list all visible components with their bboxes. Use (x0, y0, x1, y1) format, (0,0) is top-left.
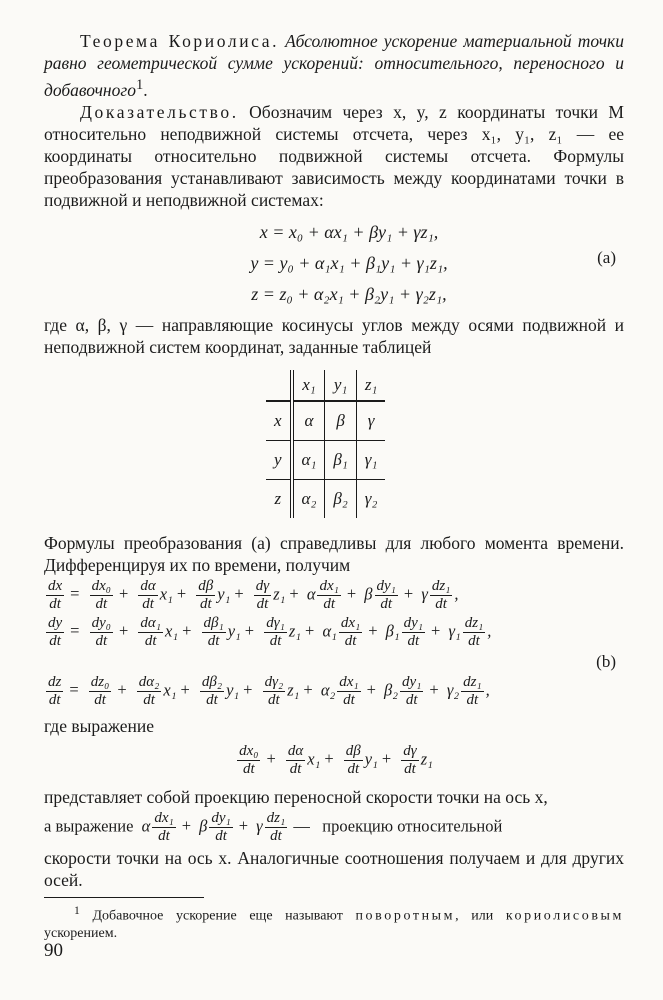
conclusion-line2: а выражение α $\frac{\text{dx₁}}{dt}$ + β $\frac{\text{dy₁}}{dt}$ + γ $\frac{\text{dz₁}}{dt}$ — проекцию относительной (44, 809, 503, 844)
formula-a-row-x: x = x₀ + αx₁ + βy₁ + γz₁, (259, 221, 439, 242)
formula-a-row-z: z = z₀ + α₂x₁ + β₂y₁ + γ₂z₁, (251, 283, 447, 304)
footnote-ref: 1 (135, 77, 144, 93)
formula-b-label: (b) (596, 651, 616, 671)
formula-a (44, 217, 624, 310)
theorem-title: Теорема Кориолиса. (80, 31, 280, 51)
conclusion-line1: представляет собой проекцию переносной скорости точки на ось x, (44, 786, 548, 807)
formula-b-eq2: $\frac{dy}{dt}$ = $\frac{\text{dy₀}}{dt}$ + $\frac{\text{dα₁}}{dt}$ x₁ + $\frac{\text{dβ₁}}{dt}$ y₁ + $\frac{\text{dγ₁}}{dt}$ z₁ + α₁ $\frac{\text{dx₁}}{dt}$ + β₁ $\frac{\text{dy₁}}{dt}$ + γ₁ $\frac{\text{dz₁}}{dt}$ , (48, 614, 492, 649)
table-cell: β (325, 401, 356, 441)
table-cell: α₁ (292, 440, 325, 479)
formula-b-eq1: $\frac{dx}{dt}$ = $\frac{\text{dx₀}}{dt}$ + $\frac{d\alpha}{dt}$ x₁ + $\frac{d\beta}{dt}$ y₁ + $\frac{d\gamma}{dt}$ z₁ + α $\frac{\text{dx₁}}{dt}$ + β $\frac{\text{dy₁}}{dt}$ + γ $\frac{\text{dz₁}}{dt}$ , (48, 577, 459, 612)
table-cell: γ₁ (356, 440, 385, 479)
table-cell: β₁ (325, 440, 356, 479)
formula-a-label: (a) (597, 247, 616, 267)
table-header-cell: x₁ (292, 370, 325, 401)
table-cell: α₂ (292, 479, 325, 518)
page-number: 90 (44, 940, 63, 961)
direction-cosines-table (266, 370, 385, 518)
footnote-divider (44, 897, 204, 898)
table-row (266, 440, 385, 479)
where-expression: где выражение (44, 715, 155, 736)
table-header-cell: y₁ (325, 370, 356, 401)
proof-title: Доказательство. (80, 101, 239, 122)
table-intro: где α, β, γ — направляющие косинусы углов между осями подвижной и неподвижной систем координат, заданные таблицей (44, 314, 624, 357)
conclusion-line3: скорости точки на ось x. Аналогичные соотношения получаем и для других осей. (44, 847, 624, 890)
theorem-paragraph: Теорема Кориолиса. Абсолютное ускорение материальной точки равно геометрической сумме ускорений: относительного, переносного и добавочного$^1$. (44, 31, 624, 100)
table-cell: γ (356, 401, 385, 441)
proof-paragraph (44, 101, 624, 211)
table-row (266, 401, 385, 441)
proof-text: Обозначим через x, y, z координаты точки M относительно неподвижной системы отсчета, через x₁, y₁, z₁ — ее координаты относительно подвижной системы отсчета. Формулы преобразования устанавливают зависимость между координатами точки в подвижной и неподвижной системах: (44, 101, 624, 210)
table-cell: α (292, 401, 325, 441)
table-axis-cell: x (266, 401, 292, 441)
table-header-cell: z₁ (364, 374, 378, 394)
table-axis-cell: z (266, 479, 292, 518)
formula-b-eq3: $\frac{dz}{dt}$ = $\frac{\text{dz₀}}{dt}$ + $\frac{\text{dα₂}}{dt}$ x₁ + $\frac{\text{dβ₂}}{dt}$ y₁ + $\frac{\text{dγ₂}}{dt}$ z₁ + α₂ $\frac{\text{dx₁}}{dt}$ + β₂ $\frac{\text{dy₁}}{dt}$ + γ₂ $\frac{\text{dz₁}}{dt}$ , (48, 673, 490, 708)
table-header-row (266, 370, 385, 401)
table-corner (266, 370, 292, 401)
theorem-statement: Абсолютное ускорение материальной точки равно геометрической сумме ускорений: относительного, переносного и добавочного (44, 31, 624, 100)
after-table-text: Формулы преобразования (a) справедливы для любого момента времени. Дифференцируя их по времени, получим (44, 532, 624, 575)
table-axis-cell: y (266, 440, 292, 479)
page-body (44, 30, 624, 943)
table-row (266, 479, 385, 518)
table-cell: β₂ (325, 479, 356, 518)
formula-b (44, 578, 624, 709)
table-cell: γ₂ (356, 479, 385, 518)
formula-a-row-y: y = y₀ + α₁x₁ + β₁y₁ + γ₁z₁, (250, 252, 448, 273)
projection-expression: $\frac{\text{dx₀}}{dt}$ + $\frac{d\alpha}{dt}$ x₁ + $\frac{d\beta}{dt}$ y₁ + $\frac{d\gamma}{dt}$ z₁ (239, 742, 433, 777)
footnote: $^1$ Добавочное ускорение еще называют поворотным, или кориолисовым ускорением. (44, 903, 624, 942)
